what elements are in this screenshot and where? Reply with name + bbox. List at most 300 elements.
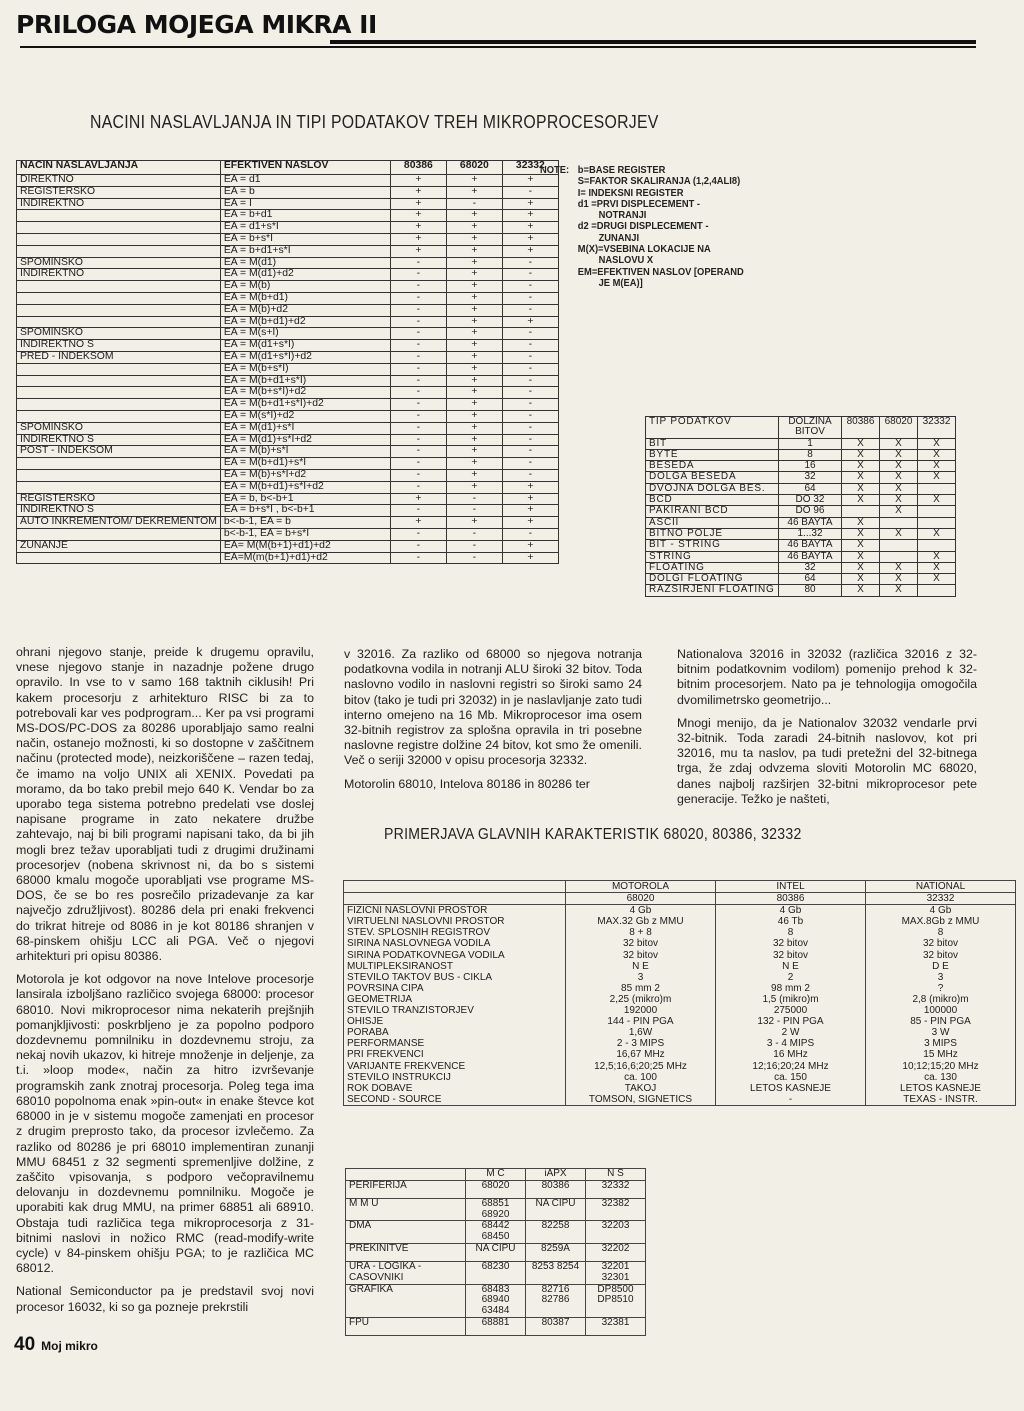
table-cell: 2,8 (mikro)m xyxy=(866,994,1016,1005)
table-cell: + xyxy=(502,222,558,234)
table-cell: X xyxy=(918,472,956,483)
table-cell: b<-b-1, EA = b xyxy=(220,517,390,529)
table-header-row xyxy=(646,417,956,439)
table-cell: GEOMETRIJA xyxy=(344,994,566,1005)
table-cell: + xyxy=(502,493,558,505)
note-label xyxy=(540,255,578,266)
table-cell: REGISTERSKO xyxy=(17,493,221,505)
table-cell xyxy=(17,222,221,234)
table-row xyxy=(17,458,559,470)
column-header: M C xyxy=(466,1169,526,1181)
table-cell: SPOMINSKO xyxy=(17,257,221,269)
table-cell xyxy=(17,363,221,375)
table-cell: + xyxy=(446,316,502,328)
table-cell: FIZICNI NASLOVNI PROSTOR xyxy=(344,905,566,917)
note-label xyxy=(540,244,578,255)
table-cell: FLOATING xyxy=(646,562,779,573)
table-cell: X xyxy=(918,551,956,562)
table-cell: - xyxy=(502,304,558,316)
table-cell: 32 bitov xyxy=(866,950,1016,961)
note-line xyxy=(540,176,744,187)
table-cell: - xyxy=(390,257,446,269)
note-label xyxy=(540,176,578,187)
table-cell: + xyxy=(446,351,502,363)
comparison-table xyxy=(343,880,1016,1106)
table-cell: VARIJANTE FREKVENCE xyxy=(344,1061,566,1072)
table-cell: SIRINA PODATKOVNEGA VODILA xyxy=(344,950,566,961)
table-cell: 3 MIPS xyxy=(866,1038,1016,1049)
table-cell: N E xyxy=(566,961,716,972)
table-cell: POVRSINA CIPA xyxy=(344,983,566,994)
table-row xyxy=(17,198,559,210)
table-cell: DP8500 DP8510 xyxy=(586,1284,646,1317)
table-cell: 8259A xyxy=(526,1243,586,1261)
table-row xyxy=(17,351,559,363)
table-cell: + xyxy=(390,186,446,198)
table-row xyxy=(17,257,559,269)
table-cell xyxy=(17,316,221,328)
table-row xyxy=(17,493,559,505)
column-header: 68020 xyxy=(446,161,502,175)
table-row xyxy=(646,551,956,562)
table-cell: + xyxy=(446,458,502,470)
paragraph: Nationalova 32016 in 32032 (različica 32016 z 32-bitnim podatkovnim vodilom) pomenijo prehod k 32-bitnim procesorjem. Nato pa je tehnologija omogočila dvomilimetrsko geometrijo... xyxy=(677,647,977,707)
paragraph: Mnogi menijo, da je Nationalov 32032 vendarle prvi 32-bitnik. Toda zaradi 24-bitnih naslovov, kot pri 32016, mu ta naslov, pa tudi pretežni del 32-bitnega trga, že zdaj odvzema sloviti Motorolin MC 68020, danes najbolj razširjen 32-bitni mikroprocesor pete generacije. Težko je našteti, xyxy=(677,715,977,806)
table-cell: X xyxy=(918,562,956,573)
table-cell: 4 Gb xyxy=(566,905,716,917)
table-cell: X xyxy=(842,472,880,483)
table-cell: SECOND - SOURCE xyxy=(344,1094,566,1106)
table-cell: D E xyxy=(866,961,1016,972)
table-cell: - xyxy=(502,351,558,363)
table-cell: + xyxy=(446,363,502,375)
table-cell: + xyxy=(502,505,558,517)
table-cell: EA = M(b+d1)+s*I+d2 xyxy=(220,481,390,493)
table-cell xyxy=(17,245,221,257)
table-cell: - xyxy=(390,410,446,422)
table-row xyxy=(17,292,559,304)
table-cell: EA = b+d1 xyxy=(220,210,390,222)
table-cell: + xyxy=(446,387,502,399)
note-line xyxy=(540,278,744,289)
table-cell: - xyxy=(502,186,558,198)
table-cell: FPU xyxy=(346,1317,466,1335)
table-cell: - xyxy=(502,340,558,352)
table-cell: EA = M(b+d1+s*I)+d2 xyxy=(220,399,390,411)
table-cell: 80 xyxy=(779,585,842,596)
table-row xyxy=(17,552,559,564)
table-cell: 1 xyxy=(779,438,842,449)
table-cell: ? xyxy=(866,983,1016,994)
table-row xyxy=(344,1094,1016,1106)
table-cell: + xyxy=(446,245,502,257)
table-cell: EA = M(b+s*I) xyxy=(220,363,390,375)
table-cell: - xyxy=(390,552,446,564)
table-row xyxy=(344,1027,1016,1038)
data-types-table xyxy=(645,416,956,597)
table-cell: DOLGI FLOATING xyxy=(646,574,779,585)
note-label xyxy=(540,278,578,289)
table-cell: - xyxy=(502,292,558,304)
table-cell: 32 xyxy=(779,472,842,483)
table-cell: + xyxy=(390,198,446,210)
table-cell: RAZSIRJENI FLOATING xyxy=(646,585,779,596)
table-cell: 8 xyxy=(866,927,1016,938)
table-row xyxy=(344,1072,1016,1083)
table-cell: - xyxy=(446,552,502,564)
table-cell: TEXAS - INSTR. xyxy=(866,1094,1016,1106)
table-cell: BESEDA xyxy=(646,461,779,472)
table-cell: DIREKTNO xyxy=(17,175,221,187)
table-cell: INDIREKTNO xyxy=(17,198,221,210)
table-cell: BIT - STRING xyxy=(646,540,779,551)
note-text: ZUNANJI xyxy=(577,232,640,244)
table-cell: X xyxy=(842,528,880,539)
column-header: NATIONAL xyxy=(866,881,1016,893)
table-cell: STRING xyxy=(646,551,779,562)
table-cell: - xyxy=(390,281,446,293)
table-cell: + xyxy=(446,233,502,245)
table-cell: 3 - 4 MIPS xyxy=(716,1038,866,1049)
table-row xyxy=(646,461,956,472)
table-cell: 46 BAYTA xyxy=(779,540,842,551)
table-row xyxy=(17,281,559,293)
table-cell: + xyxy=(446,399,502,411)
table-cell: + xyxy=(446,340,502,352)
column-header: 68020 xyxy=(566,893,716,905)
table-row xyxy=(344,916,1016,927)
table-cell: X xyxy=(880,449,918,460)
page-number: 40 xyxy=(14,1334,36,1355)
table-cell: 100000 xyxy=(866,1005,1016,1016)
table-cell: 32 bitov xyxy=(566,938,716,949)
note-line xyxy=(540,221,744,232)
table-cell: - xyxy=(502,257,558,269)
table-cell xyxy=(880,551,918,562)
table-cell: EA = M(b+d1+s*I) xyxy=(220,375,390,387)
table-cell: EA = b+s*I xyxy=(220,233,390,245)
table-cell: EA = M(b)+s*I+d2 xyxy=(220,469,390,481)
table-cell: NA CIPU xyxy=(526,1198,586,1221)
table-cell xyxy=(17,304,221,316)
column-header: 68020 xyxy=(880,417,918,439)
table-cell: EA = M(d1)+s*I xyxy=(220,422,390,434)
table-cell: EA = M(b+s*I)+d2 xyxy=(220,387,390,399)
table-cell: 68881 xyxy=(466,1317,526,1335)
table-row xyxy=(346,1180,646,1198)
note-text: NOTRANJI xyxy=(577,210,647,222)
table-cell: 8 + 8 xyxy=(566,927,716,938)
table-row xyxy=(17,340,559,352)
note-line xyxy=(540,233,744,244)
table-cell: EA = M(b+d1)+d2 xyxy=(220,316,390,328)
table-cell: X xyxy=(880,483,918,494)
table-row xyxy=(646,449,956,460)
table-cell: X xyxy=(880,574,918,585)
table-cell: + xyxy=(446,269,502,281)
table-cell: MAX.8Gb z MMU xyxy=(866,916,1016,927)
table-row xyxy=(646,438,956,449)
table-cell: 32382 xyxy=(586,1198,646,1221)
table-cell: - xyxy=(502,399,558,411)
table-cell: - xyxy=(502,328,558,340)
table-row xyxy=(646,472,956,483)
table-cell: + xyxy=(446,434,502,446)
table-cell: X xyxy=(880,585,918,596)
table-cell: 32 bitov xyxy=(716,950,866,961)
table-cell: EA = M(d1) xyxy=(220,257,390,269)
table-cell: - xyxy=(502,269,558,281)
header-rule xyxy=(330,40,976,44)
column-header xyxy=(344,893,566,905)
table-cell: INDIREKTNO S xyxy=(17,340,221,352)
table-cell: 3 xyxy=(866,972,1016,983)
table-cell: + xyxy=(446,304,502,316)
column-header: iAPX xyxy=(526,1169,586,1181)
table-cell: INDIREKTNO xyxy=(17,269,221,281)
table-cell: 32202 xyxy=(586,1243,646,1261)
table-row xyxy=(17,387,559,399)
table-row xyxy=(17,175,559,187)
table-cell: PORABA xyxy=(344,1027,566,1038)
table-cell: PRED - INDEKSOM xyxy=(17,351,221,363)
column-header: 32332 xyxy=(502,161,558,175)
table-cell: - xyxy=(390,434,446,446)
table-cell: - xyxy=(390,351,446,363)
table-cell: EA = M(b)+s*I xyxy=(220,446,390,458)
note-text: JE M(EA)] xyxy=(577,277,643,289)
table-cell: X xyxy=(880,438,918,449)
table-row xyxy=(344,961,1016,972)
table-cell: OHISJE xyxy=(344,1016,566,1027)
table-cell: - xyxy=(502,387,558,399)
table-row xyxy=(346,1221,646,1244)
table-cell: 32 bitov xyxy=(866,938,1016,949)
table-cell: + xyxy=(390,210,446,222)
table-cell: 80386 xyxy=(526,1180,586,1198)
table-cell: + xyxy=(502,552,558,564)
table-cell: EA = M(b+d1) xyxy=(220,292,390,304)
table-cell: ROK DOBAVE xyxy=(344,1083,566,1094)
table-cell: REGISTERSKO xyxy=(17,186,221,198)
table-cell: - xyxy=(390,269,446,281)
table-cell: 46 Tb xyxy=(716,916,866,927)
table-cell xyxy=(17,375,221,387)
table-row xyxy=(344,905,1016,917)
table-cell: + xyxy=(502,481,558,493)
table-row xyxy=(17,469,559,481)
table-cell: + xyxy=(446,210,502,222)
table-cell: + xyxy=(502,517,558,529)
table-cell: 144 - PIN PGA xyxy=(566,1016,716,1027)
table-cell: 85 mm 2 xyxy=(566,983,716,994)
table-cell: + xyxy=(502,210,558,222)
table-cell: - xyxy=(390,292,446,304)
table-cell: - xyxy=(446,540,502,552)
table-row xyxy=(17,245,559,257)
notes-block xyxy=(540,165,744,289)
table-cell: + xyxy=(502,198,558,210)
table-cell: - xyxy=(502,281,558,293)
table-cell: BITNO POLJE xyxy=(646,528,779,539)
table-cell: PERFORMANSE xyxy=(344,1038,566,1049)
table-cell xyxy=(880,540,918,551)
table-row xyxy=(346,1198,646,1221)
table-cell xyxy=(17,387,221,399)
table-cell: MAX.32 Gb z MMU xyxy=(566,916,716,927)
table-cell xyxy=(880,517,918,528)
table-row xyxy=(17,363,559,375)
table-cell: 3 W xyxy=(866,1027,1016,1038)
table-cell: BYTE xyxy=(646,449,779,460)
table-row xyxy=(344,1049,1016,1060)
table-cell: - xyxy=(390,328,446,340)
table-cell: - xyxy=(390,469,446,481)
table-cell: 2 - 3 MIPS xyxy=(566,1038,716,1049)
table-cell: 12,5;16,6;20;25 MHz xyxy=(566,1061,716,1072)
table-cell: EA = d1+s*I xyxy=(220,222,390,234)
table-cell: X xyxy=(918,574,956,585)
table-cell: X xyxy=(880,562,918,573)
table-cell: - xyxy=(502,458,558,470)
table-cell: + xyxy=(390,517,446,529)
table-header-row xyxy=(346,1169,646,1181)
note-line xyxy=(540,210,744,221)
table-cell: DVOJNA DOLGA BES. xyxy=(646,483,779,494)
note-text: b=BASE REGISTER xyxy=(577,165,666,176)
table-row xyxy=(17,186,559,198)
table-cell: 32 xyxy=(779,562,842,573)
paragraph: ohrani njegovo stanje, preide k drugemu opravilu, vnese njegovo stanje in nazadnje požene drugo opravilo. In vse to v samo 168 taktnih ciklusih! Pri kakem procesorju z arhitekturo RISC bi za to potrebovali kar ves podprogram... Ker pa vsi programi MS-DOS/PC-DOS za 80286 uporabljajo samo realni način, ostanejo možnosti, ki so dostopne v zaščitnem načinu (protected mode), neizkoriščene – razen tedaj, če imamo na voljo UNIX ali XENIX. Povedati pa moramo, da bo tako prebil mejo 640 K. Vendar bo za uporabo tega sistema potrebno predelati vse doslej napisane programe in zato nekatere družbe zahtevajo, naj bi bili programi napisani tako, da bi jih mogli brez težav uporabljati tudi z drugimi družinami procesorjev (nobena skrivnost ni, da bo s sistemi 68000 kmalu mogoče uporabljati vse programe MS-DOS, če se bo res posrečilo prizadevanje za kar največjo združljivost). 80286 dela pri enaki frekvenci do trikrat hitreje od 8086 in je kot 80186 shranjen v 68-pinskem ohišju LCC ali PGA. Več o njegovi arhitekturi pri opisu 80386. xyxy=(16,645,314,964)
note-label xyxy=(540,188,578,199)
table-cell: + xyxy=(390,222,446,234)
column-header xyxy=(346,1169,466,1181)
table-cell: - xyxy=(502,422,558,434)
table-cell: NA CIPU xyxy=(466,1243,526,1261)
table-cell: X xyxy=(842,585,880,596)
table-row xyxy=(646,562,956,573)
paragraph: v 32016. Za razliko od 68000 so njegova notranja podatkovna vodila in notranji ALU široki 32 bitov. Toda naslovno vodilo in naslovni registri so široki samo 24 bitov (tako je tudi pri 32032) in je naslavljanje zato tudi interno omejeno na 16 Mb. Mikroprocesor ima osem 32-bitnih registrov za splošna opravila in tri posebne naslovne registre dolžine 24 bitov, kot smo že omenili. Več o seriji 32000 v opisu procesorja 32332. xyxy=(344,647,642,768)
table-cell: ASCII xyxy=(646,517,779,528)
table-header-row xyxy=(17,161,559,175)
table-cell: 16 xyxy=(779,461,842,472)
note-line xyxy=(540,244,744,255)
table-cell: 192000 xyxy=(566,1005,716,1016)
table-cell: 275000 xyxy=(716,1005,866,1016)
table-row xyxy=(344,938,1016,949)
table-cell: + xyxy=(446,446,502,458)
table-cell: EA = b xyxy=(220,186,390,198)
table-cell: URA - LOGIKA - CASOVNIKI xyxy=(346,1261,466,1284)
table-cell: POST - INDEKSOM xyxy=(17,446,221,458)
note-label xyxy=(540,221,578,232)
table-header-row xyxy=(344,893,1016,905)
table-cell: TAKOJ xyxy=(566,1083,716,1094)
column-header: 80386 xyxy=(842,417,880,439)
note-text: EM=EFEKTIVEN NASLOV [OPERAND xyxy=(577,266,744,278)
table-cell: X xyxy=(918,495,956,506)
note-line xyxy=(540,267,744,278)
addressing-modes-table xyxy=(16,160,559,564)
table-row xyxy=(17,528,559,540)
table-cell: 64 xyxy=(779,574,842,585)
table-cell: + xyxy=(502,233,558,245)
peripheral-table xyxy=(345,1168,646,1336)
table-cell xyxy=(17,281,221,293)
table-cell: ca. 100 xyxy=(566,1072,716,1083)
note-label: NOTE: xyxy=(540,165,570,176)
table-cell: EA = M(d1)+d2 xyxy=(220,269,390,281)
table-cell: - xyxy=(502,434,558,446)
table-cell: DO 96 xyxy=(779,506,842,517)
table-cell xyxy=(918,483,956,494)
table-row xyxy=(17,540,559,552)
table-row xyxy=(346,1261,646,1284)
table-row xyxy=(346,1284,646,1317)
table-cell: EA = d1 xyxy=(220,175,390,187)
table-row xyxy=(344,927,1016,938)
article-column-3 xyxy=(677,647,977,815)
table-cell: GRAFIKA xyxy=(346,1284,466,1317)
table-cell: X xyxy=(918,449,956,460)
column-header: 80386 xyxy=(716,893,866,905)
table-cell: EA=M(m(b+1)+d1)+d2 xyxy=(220,552,390,564)
table-cell xyxy=(918,517,956,528)
table-cell: BIT xyxy=(646,438,779,449)
table-cell: + xyxy=(446,410,502,422)
table-cell: EA = M(s*I)+d2 xyxy=(220,410,390,422)
table-cell: X xyxy=(842,540,880,551)
table-cell: EA = b+d1+s*I xyxy=(220,245,390,257)
table-cell: 80387 xyxy=(526,1317,586,1335)
table-cell: 46 BAYTA xyxy=(779,517,842,528)
column-header: INTEL xyxy=(716,881,866,893)
note-label xyxy=(540,210,578,221)
column-header: DOLZINA BITOV xyxy=(779,417,842,439)
table-cell: - xyxy=(390,505,446,517)
table-cell: M M U xyxy=(346,1198,466,1221)
table-cell: 2,25 (mikro)m xyxy=(566,994,716,1005)
table-cell: X xyxy=(880,472,918,483)
page-header-title: PRILOGA MOJEGA MIKRA II xyxy=(16,10,377,39)
table-cell: 4 Gb xyxy=(866,905,1016,917)
table-cell: - xyxy=(502,446,558,458)
table-cell: 32381 xyxy=(586,1317,646,1335)
table-cell: X xyxy=(842,483,880,494)
table-row xyxy=(344,972,1016,983)
table-cell: - xyxy=(446,198,502,210)
table-cell: - xyxy=(390,446,446,458)
table-cell: INDIREKTNO S xyxy=(17,434,221,446)
table-cell: X xyxy=(842,449,880,460)
table-cell xyxy=(918,540,956,551)
magazine-name: Moj mikro xyxy=(41,1339,98,1353)
note-line xyxy=(540,199,744,210)
table-cell: X xyxy=(880,528,918,539)
article-column-2 xyxy=(344,647,642,800)
table-cell: - xyxy=(716,1094,866,1106)
table-cell xyxy=(918,506,956,517)
table-row xyxy=(17,434,559,446)
table-cell xyxy=(17,458,221,470)
note-label xyxy=(540,233,578,244)
table-cell: EA = M(b+d1)+s*I xyxy=(220,458,390,470)
table-cell: TOMSON, SIGNETICS xyxy=(566,1094,716,1106)
paragraph: Motorola je kot odgovor na nove Intelove procesorje lansirala izboljšano različico svojega 68000: procesor 68010. Novi mikroprocesor nima nekaterih prejšnjih pomanjkljivosti: poskrbljeno je za popolno podporo dozdevnemu pomnilniku in dozdevnemu stroju, za nekaj novih ukazov, ki hitreje množenje in deljenje, za t.i. »loop mode«, način za hitro izvrševanje programskih zank znotraj procesorja. Poleg tega ima 68010 popolnoma enak »pin-out« in enake števce kot 68000 in je v sistemu mogoče zamenjati en procesor z drugim preprosto tako, da procesor izvlečemo. Za razliko od 80286 je pri 68010 implementiran zunanji MMU 68451 z 32 segmenti spremenljive dolžine, z zaščito vpisovanja, s podporo večopravilnemu delovanju in dozdevnemu pomnilniku. Mogoče je uporabiti kak drug MMU, na primer 68851 ali 68910. Obstaja tudi različica tega mikroprocesorja z 31-bitnimi naslovi in nožico RMC (read-modify-write cycle) v 84-pinskem ohišju PGA; to je različica MC 68012. xyxy=(16,972,314,1276)
table-cell: STEVILO INSTRUKCIJ xyxy=(344,1072,566,1083)
table-row xyxy=(344,1061,1016,1072)
table-cell: 46 BAYTA xyxy=(779,551,842,562)
